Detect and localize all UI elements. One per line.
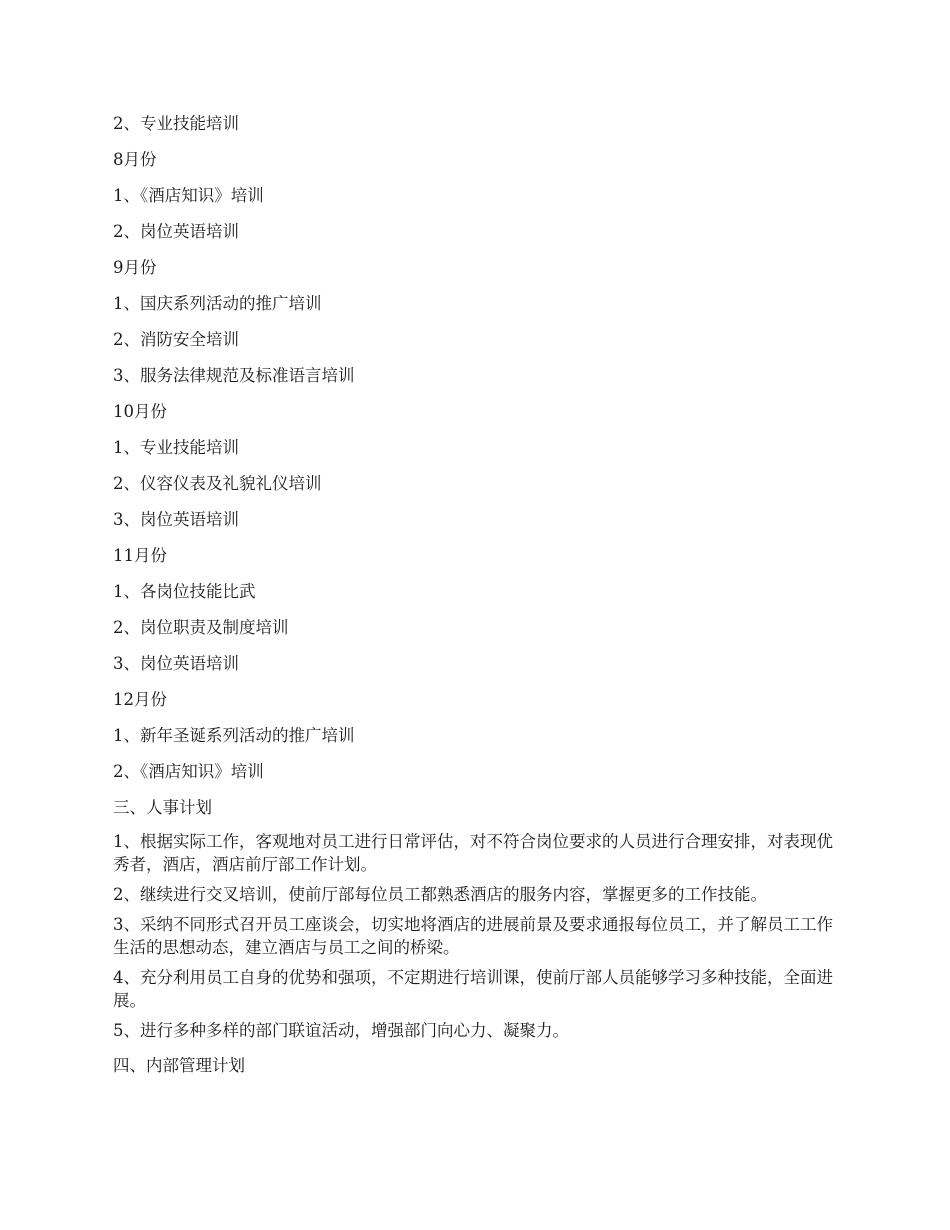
list-item: 3、服务法律规范及标准语言培训 — [113, 366, 355, 385]
list-item: 1、国庆系列活动的推广培训 — [113, 294, 322, 313]
month-heading: 11月份 — [113, 546, 167, 565]
paragraph: 3、采纳不同形式召开员工座谈会，切实地将酒店的进展前景及要求通报每位员工，并了解员工工作生活的思想动态，建立酒店与员工之间的桥梁。 — [113, 915, 833, 957]
list-item: 1、《酒店知识》培训 — [113, 186, 264, 205]
list-item: 2、专业技能培训 — [113, 114, 239, 133]
list-item: 2、岗位职责及制度培训 — [113, 618, 289, 637]
section-heading: 三、人事计划 — [113, 798, 212, 817]
month-heading: 8月份 — [113, 150, 157, 169]
month-heading: 10月份 — [113, 402, 167, 421]
paragraph: 1、根据实际工作，客观地对员工进行日常评估，对不符合岗位要求的人员进行合理安排，对表现优秀者，酒店，酒店前厅部工作计划。 — [113, 832, 833, 874]
list-item: 3、岗位英语培训 — [113, 654, 239, 673]
list-item: 2、岗位英语培训 — [113, 222, 239, 241]
month-heading: 12月份 — [113, 690, 167, 709]
document-body — [113, 110, 838, 1088]
list-item: 2、消防安全培训 — [113, 330, 239, 349]
paragraph: 5、进行多种多样的部门联谊活动，增强部门向心力、凝聚力。 — [113, 1021, 569, 1040]
list-item: 3、岗位英语培训 — [113, 510, 239, 529]
section-heading: 四、内部管理计划 — [113, 1056, 245, 1075]
list-item: 2、《酒店知识》培训 — [113, 762, 264, 781]
month-heading: 9月份 — [113, 258, 157, 277]
list-item: 2、仪容仪表及礼貌礼仪培训 — [113, 474, 322, 493]
list-item: 1、新年圣诞系列活动的推广培训 — [113, 726, 355, 745]
paragraph: 4、充分利用员工自身的优势和强项，不定期进行培训课，使前厅部人员能够学习多种技能，全面进展。 — [113, 968, 833, 1010]
list-item: 1、专业技能培训 — [113, 438, 239, 457]
paragraph: 2、继续进行交叉培训，使前厅部每位员工都熟悉酒店的服务内容，掌握更多的工作技能。 — [113, 885, 767, 904]
list-item: 1、各岗位技能比武 — [113, 582, 256, 601]
